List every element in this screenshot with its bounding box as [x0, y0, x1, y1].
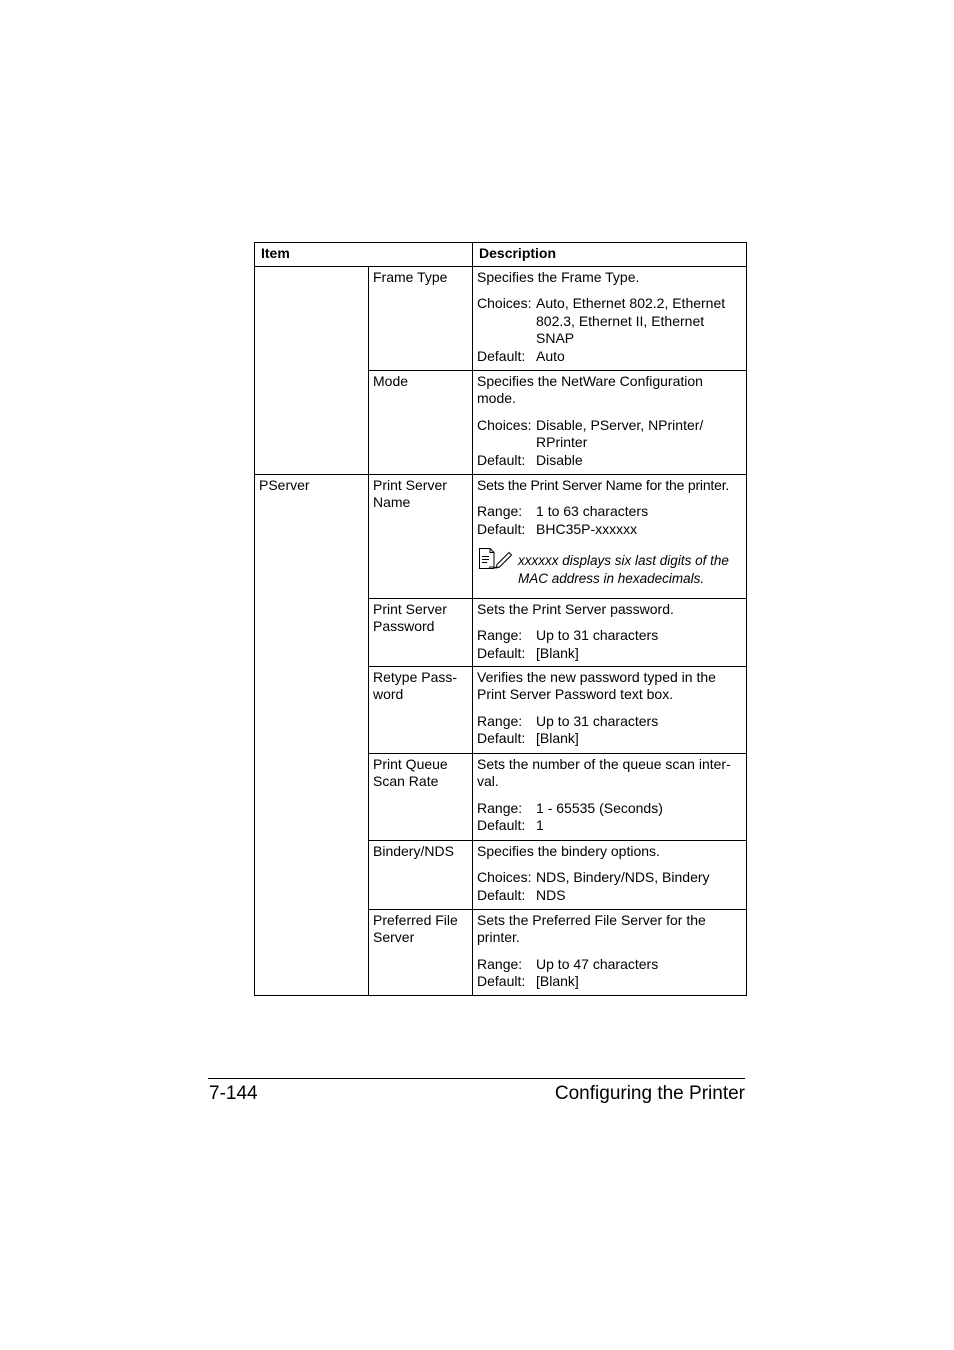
settings-values	[477, 800, 742, 835]
kv-row	[477, 817, 742, 835]
subitem-cell: Retype Pass-word	[369, 666, 473, 753]
kv-label: Default:	[477, 644, 526, 661]
kv-row	[477, 645, 742, 663]
settings-values	[477, 956, 742, 991]
settings-values	[477, 627, 742, 662]
kv-row	[477, 887, 742, 905]
page-number: 7-144	[209, 1083, 258, 1104]
settings-values	[477, 295, 742, 365]
settings-values	[477, 869, 742, 904]
kv-label: Default:	[477, 886, 526, 903]
subitem-cell: Mode	[369, 370, 473, 474]
kv-value: Auto, Ethernet 802.2, Ethernet 802.3, Ethernet II, Ethernet SNAP	[536, 295, 726, 346]
kv-row	[477, 973, 742, 991]
kv-row	[477, 869, 742, 887]
kv-label: Range:	[477, 955, 523, 972]
kv-label: Default:	[477, 730, 526, 746]
kv-value: [Blank]	[536, 644, 579, 661]
description-cell	[473, 266, 747, 370]
footer-divider	[208, 1078, 745, 1079]
kv-value: Up to 31 characters	[536, 627, 659, 643]
kv-row	[477, 956, 742, 974]
description-text: Sets the Print Server Name for the printer.	[477, 476, 730, 493]
header-item: Item	[255, 243, 473, 267]
description-text: Sets the number of the queue scan inter-val.	[477, 755, 731, 789]
note	[477, 546, 742, 587]
group-cell-empty	[255, 266, 369, 474]
chapter-title: Configuring the Printer	[554, 1083, 745, 1104]
subitem-cell: Print Server Name	[369, 474, 473, 598]
subitem-cell: Preferred File Server	[369, 909, 473, 995]
kv-label: Choices:	[477, 416, 532, 433]
kv-row	[477, 417, 742, 452]
kv-value: NDS	[536, 886, 566, 903]
table-row	[255, 266, 747, 370]
kv-row	[477, 452, 742, 470]
kv-value: BHC35P-xxxxxx	[536, 520, 638, 537]
table-row	[255, 474, 747, 598]
kv-value: Disable	[536, 451, 583, 468]
kv-label: Range:	[477, 503, 523, 519]
kv-row	[477, 730, 742, 748]
kv-label: Default:	[477, 451, 526, 468]
subitem-cell: Print Queue Scan Rate	[369, 753, 473, 840]
description-text: Sets the Print Server password.	[477, 600, 674, 617]
description-cell	[473, 753, 747, 840]
description-cell	[473, 474, 747, 598]
kv-label: Range:	[477, 627, 523, 643]
header-description: Description	[473, 243, 747, 267]
kv-label: Default:	[477, 973, 526, 989]
description-text: Sets the Preferred File Server for the printer.	[477, 911, 706, 945]
kv-value: 1 - 65535 (Seconds)	[536, 799, 663, 816]
description-cell	[473, 598, 747, 666]
description-text: Verifies the new password typed in the Print Server Password text box.	[477, 668, 716, 702]
description-text: Specifies the Frame Type.	[477, 268, 640, 285]
note-pencil-icon	[477, 546, 518, 587]
kv-value: NDS, Bindery/NDS, Bindery	[536, 869, 710, 885]
kv-value: Disable, PServer, NPrinter/ RPrinter	[536, 416, 704, 450]
description-text: Specifies the bindery options.	[477, 842, 660, 859]
note-text: xxxxxx displays six last digits of the MAC address in hexadecimals.	[518, 553, 729, 586]
settings-values	[477, 713, 742, 748]
kv-row	[477, 295, 742, 348]
kv-label: Range:	[477, 799, 523, 816]
kv-value: Up to 47 characters	[536, 955, 659, 972]
subitem-cell: Frame Type	[369, 266, 473, 370]
kv-row	[477, 348, 742, 366]
group-cell: PServer	[255, 474, 369, 995]
description-cell	[473, 909, 747, 995]
kv-label: Default:	[477, 817, 526, 833]
kv-value: 1	[536, 817, 544, 833]
settings-values	[477, 417, 742, 470]
subitem-cell: Print Server Password	[369, 598, 473, 666]
kv-row	[477, 800, 742, 818]
table-header-row	[255, 243, 747, 267]
settings-values	[477, 503, 742, 538]
settings-table	[254, 242, 747, 996]
description-cell	[473, 840, 747, 909]
kv-label: Default:	[477, 520, 526, 537]
subitem-cell: Bindery/NDS	[369, 840, 473, 909]
description-cell	[473, 370, 747, 474]
kv-row	[477, 713, 742, 731]
kv-value: [Blank]	[536, 973, 579, 989]
kv-value: 1 to 63 characters	[536, 503, 649, 519]
kv-label: Choices:	[477, 295, 532, 311]
kv-value: Auto	[536, 347, 565, 364]
kv-row	[477, 503, 742, 521]
kv-value: [Blank]	[536, 730, 579, 746]
kv-label: Range:	[477, 712, 523, 729]
kv-row	[477, 521, 742, 539]
kv-row	[477, 627, 742, 645]
kv-value: Up to 31 characters	[536, 712, 659, 729]
kv-label: Default:	[477, 347, 526, 364]
description-cell	[473, 666, 747, 753]
description-text: Specifies the NetWare Configuration mode.	[477, 372, 703, 406]
kv-label: Choices:	[477, 869, 532, 885]
